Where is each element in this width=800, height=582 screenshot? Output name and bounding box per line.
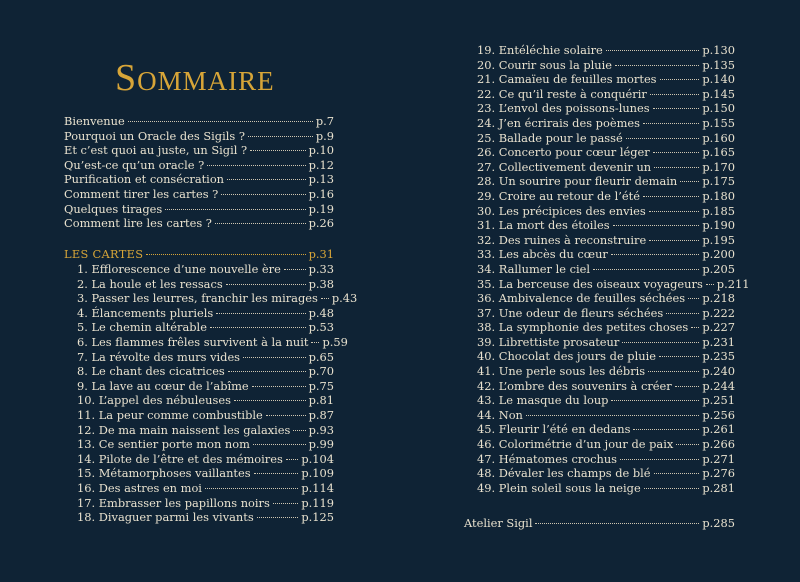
- toc-entry-page: p.140: [702, 72, 735, 87]
- toc-entry-page: p.12: [308, 157, 334, 172]
- toc-entry-title: 45. Fleurir l’été en dedans: [477, 422, 631, 437]
- dot-leader: [653, 152, 700, 153]
- toc-entry[interactable]: [477, 379, 735, 394]
- toc-entry-title: 22. Ce qu’il reste à conquérir: [477, 86, 647, 101]
- toc-entry-page: p.87: [308, 407, 334, 422]
- toc-entry-title: 47. Hématomes crochus: [477, 451, 618, 466]
- toc-entry-page: p.26: [308, 216, 334, 231]
- toc-entry-title: 15. Métamorphoses vaillantes: [77, 466, 251, 481]
- dot-leader: [626, 138, 700, 139]
- toc-entry-title: 18. Divaguer parmi les vivants: [77, 510, 254, 525]
- dot-leader: [593, 269, 699, 270]
- toc-entry-page: p.281: [702, 480, 735, 495]
- toc-entry-title: 25. Ballade pour le passé: [477, 130, 623, 145]
- toc-entry-page: p.231: [702, 334, 735, 349]
- toc-entry[interactable]: [64, 216, 334, 231]
- toc-entry-title: 34. Rallumer le ciel: [477, 261, 591, 276]
- toc-entry-page: p.70: [308, 364, 334, 379]
- toc-entry-page: p.244: [702, 378, 735, 393]
- toc-entry-title: 49. Plein soleil sous la neige: [477, 480, 641, 495]
- toc-entry-page: p.170: [702, 159, 735, 174]
- toc-entry[interactable]: [64, 143, 334, 158]
- dot-leader: [644, 488, 700, 489]
- toc-entry-page: p.119: [301, 495, 334, 510]
- atelier-entry-list: [464, 516, 735, 531]
- toc-entry-title: 46. Colorimétrie d’un jour de paix: [477, 437, 674, 452]
- toc-entry-page: p.33: [308, 262, 334, 276]
- toc-entry-page: p.271: [702, 451, 735, 466]
- dot-leader: [234, 400, 306, 401]
- toc-entry-title: 38. La symphonie des petites choses: [477, 320, 689, 335]
- toc-entry[interactable]: [77, 481, 334, 496]
- dot-leader: [706, 284, 714, 285]
- toc-entry[interactable]: [64, 202, 334, 217]
- toc-entry-title: 23. L’envol des poissons-lunes: [477, 101, 650, 116]
- toc-entry[interactable]: [77, 262, 334, 277]
- toc-entry[interactable]: [77, 466, 334, 481]
- toc-entry-title: 7. La révolte des murs vides: [77, 349, 241, 364]
- toc-entry[interactable]: [477, 233, 735, 248]
- toc-entry[interactable]: [477, 160, 735, 175]
- toc-entry[interactable]: [77, 306, 334, 321]
- toc-entry-title: 39. Librettiste prosateur: [477, 334, 620, 349]
- dot-leader: [653, 108, 700, 109]
- toc-entry-page: p.195: [702, 232, 735, 247]
- toc-entry-page: p.160: [702, 130, 735, 145]
- toc-entry-page: p.150: [702, 101, 735, 116]
- toc-entry-page: p.16: [308, 186, 334, 201]
- toc-entry[interactable]: [477, 247, 735, 262]
- intro-list: [64, 114, 334, 231]
- toc-entry-page: p.65: [308, 349, 334, 364]
- toc-entry-page: p.205: [702, 261, 735, 276]
- toc-entry-page: p.99: [308, 437, 334, 452]
- toc-entry-page: p.13: [308, 172, 334, 187]
- toc-entry-title: 29. Croire au retour de l’été: [477, 188, 640, 203]
- dot-leader: [649, 240, 699, 241]
- toc-entry-page: p.48: [308, 305, 334, 320]
- toc-entry[interactable]: [77, 452, 334, 467]
- dot-leader: [250, 150, 305, 151]
- toc-entry-title: 10. L’appel des nébuleuses: [77, 393, 231, 408]
- toc-entry[interactable]: [477, 364, 735, 379]
- toc-entry[interactable]: [477, 335, 735, 350]
- toc-entry[interactable]: [477, 87, 735, 102]
- dot-leader: [676, 444, 699, 445]
- dot-leader: [252, 386, 306, 387]
- toc-entry-title: 26. Concerto pour cœur léger: [477, 145, 650, 160]
- dot-leader: [215, 223, 306, 224]
- toc-entry[interactable]: [64, 114, 334, 129]
- toc-entry-page: p.276: [702, 466, 735, 481]
- dot-leader: [680, 181, 699, 182]
- dot-leader: [293, 430, 305, 431]
- toc-entry-page: p.10: [308, 143, 334, 158]
- toc-entry-page: p.93: [308, 422, 334, 437]
- toc-entry[interactable]: [77, 334, 348, 350]
- dot-leader: [535, 523, 699, 524]
- toc-entry[interactable]: [477, 481, 735, 496]
- toc-entry-title: 30. Les précipices des envies: [477, 203, 646, 218]
- dot-leader: [128, 121, 313, 122]
- toc-entry-title: 20. Courir sous la pluie: [477, 57, 613, 72]
- dot-leader: [257, 517, 299, 518]
- toc-entry[interactable]: [477, 204, 735, 219]
- toc-entry[interactable]: [477, 422, 735, 437]
- toc-entry-page: p.104: [301, 451, 334, 466]
- toc-entry-page: p.38: [308, 276, 334, 291]
- toc-entry-title: Et c’est quoi au juste, un Sigil ?: [64, 143, 248, 158]
- dot-leader: [675, 386, 700, 387]
- toc-entry-title: 42. L’ombre des souvenirs à créer: [477, 378, 672, 393]
- toc-entry-title: 43. Le masque du loup: [477, 393, 609, 408]
- toc-entry-title: 12. De ma main naissent les galaxies: [77, 422, 291, 437]
- dot-leader: [221, 194, 305, 195]
- toc-entry-title: 21. Camaïeu de feuilles mortes: [477, 72, 657, 87]
- toc-entry[interactable]: [77, 350, 334, 365]
- toc-entry[interactable]: [477, 145, 735, 160]
- toc-entry[interactable]: [477, 291, 735, 306]
- toc-entry[interactable]: [77, 393, 334, 408]
- toc-entry-page: p.200: [702, 247, 735, 262]
- dot-leader: [228, 371, 306, 372]
- dot-leader: [633, 429, 699, 430]
- dot-leader: [660, 79, 700, 80]
- toc-entry[interactable]: [64, 187, 334, 202]
- toc-entry[interactable]: [477, 218, 735, 233]
- toc-entry-page: p.125: [301, 510, 334, 525]
- dot-leader: [311, 342, 319, 343]
- toc-entry-title: 48. Dévaler les champs de blé: [477, 466, 651, 481]
- toc-entry-title: 3. Passer les leurres, franchir les mirages: [77, 291, 318, 306]
- toc-entry[interactable]: [477, 437, 735, 452]
- toc-entry-title: 32. Des ruines à reconstruire: [477, 232, 647, 247]
- dot-leader: [253, 444, 306, 445]
- toc-entry[interactable]: [477, 131, 735, 146]
- dot-leader: [266, 415, 306, 416]
- toc-entry-page: p.155: [702, 115, 735, 130]
- toc-entry[interactable]: [477, 189, 735, 204]
- toc-entry-title: 24. J’en écrirais des poèmes: [477, 115, 640, 130]
- toc-entry-title: 44. Non: [477, 407, 523, 422]
- toc-entry[interactable]: [77, 277, 334, 292]
- toc-entry-page: p.285: [702, 516, 735, 530]
- toc-entry[interactable]: [477, 349, 735, 364]
- dot-leader: [248, 136, 313, 137]
- toc-entry-page: p.130: [702, 43, 735, 57]
- toc-entry[interactable]: [477, 466, 735, 481]
- dot-leader: [606, 50, 700, 51]
- toc-entry-page: p.235: [702, 349, 735, 364]
- toc-entry-cartes[interactable]: [64, 247, 334, 262]
- toc-entry-title: Bienvenue: [64, 114, 125, 128]
- dot-leader: [688, 298, 699, 299]
- dot-leader: [649, 211, 700, 212]
- toc-entry-title: Purification et consécration: [64, 172, 225, 187]
- toc-entry-title: 31. La mort des étoiles: [477, 218, 610, 233]
- toc-entry-title: 36. Ambivalence de feuilles séchées: [477, 291, 686, 306]
- cartes-section-heading: [64, 247, 334, 262]
- page-title: Sommaire: [115, 57, 275, 99]
- toc-entry-page: p.266: [702, 437, 735, 452]
- toc-entry-title: 13. Ce sentier porte mon nom: [77, 437, 250, 452]
- dot-leader: [273, 503, 299, 504]
- toc-entry[interactable]: [77, 437, 334, 452]
- toc-entry-title: 27. Collectivement devenir un: [477, 159, 652, 174]
- dot-leader: [643, 196, 699, 197]
- toc-entry-title: 40. Chocolat des jours de pluie: [477, 349, 656, 364]
- toc-entry-title: 5. Le chemin altérable: [77, 320, 207, 335]
- toc-entry-title: 35. La berceuse des oiseaux voyageurs: [477, 276, 703, 291]
- toc-entry-page: p.145: [702, 86, 735, 101]
- dot-leader: [254, 473, 299, 474]
- toc-entry-title: 28. Un sourire pour fleurir demain: [477, 174, 678, 189]
- dot-leader: [321, 298, 329, 299]
- toc-entry[interactable]: [64, 158, 334, 173]
- toc-entry[interactable]: [77, 496, 334, 511]
- toc-entry[interactable]: [77, 364, 334, 379]
- dot-leader: [654, 167, 699, 168]
- toc-entry-page: p.190: [702, 218, 735, 233]
- right-page: [400, 0, 800, 582]
- toc-entry-title: 4. Élancements pluriels: [77, 305, 214, 320]
- toc-entry-page: p.75: [308, 378, 334, 393]
- toc-entry[interactable]: [477, 452, 735, 467]
- toc-entry-page: p.256: [702, 407, 735, 422]
- toc-entry-page: p.9: [315, 128, 334, 143]
- toc-entry-page: p.59: [322, 334, 348, 349]
- toc-entry-page: p.109: [301, 466, 334, 481]
- dot-leader: [165, 209, 305, 210]
- toc-entry-title: 2. La houle et les ressacs: [77, 276, 223, 291]
- dot-leader: [284, 269, 306, 270]
- toc-entry-page: p.165: [702, 145, 735, 160]
- dot-leader: [691, 327, 699, 328]
- toc-entry-page: p.7: [315, 114, 334, 128]
- dot-leader: [620, 459, 699, 460]
- toc-entry-title: Qu’est-ce qu’un oracle ?: [64, 157, 205, 172]
- dot-leader: [654, 473, 700, 474]
- dot-leader: [227, 179, 306, 180]
- toc-entry-title: 11. La peur comme combustible: [77, 407, 263, 422]
- cards-list-left: [77, 262, 358, 525]
- toc-entry[interactable]: [477, 276, 750, 292]
- toc-entry-title: Quelques tirages: [64, 201, 163, 216]
- dot-leader: [243, 357, 306, 358]
- dot-leader: [650, 94, 700, 95]
- toc-entry-title: 16. Des astres en moi: [77, 480, 202, 495]
- toc-entry[interactable]: [77, 379, 334, 394]
- dot-leader: [666, 313, 699, 314]
- toc-entry-page: p.19: [308, 201, 334, 216]
- dot-leader: [648, 371, 699, 372]
- toc-entry-title: 33. Les abcès du cœur: [477, 247, 608, 262]
- toc-entry-page: p.251: [702, 393, 735, 408]
- toc-entry-title: Comment tirer les cartes ?: [64, 186, 219, 201]
- toc-entry-page: p.180: [702, 188, 735, 203]
- toc-entry-page: p.81: [308, 393, 334, 408]
- dot-leader: [613, 225, 700, 226]
- toc-entry-title: LES CARTES: [64, 247, 144, 261]
- toc-entry-page: p.240: [702, 364, 735, 379]
- toc-entry[interactable]: [477, 58, 735, 73]
- toc-entry-title: 14. Pilote de l’être et des mémoires: [77, 451, 283, 466]
- dot-leader: [226, 284, 306, 285]
- toc-entry-title: 1. Efflorescence d’une nouvelle ère: [77, 262, 281, 276]
- toc-entry-atelier[interactable]: [464, 516, 735, 531]
- toc-entry-title: 6. Les flammes frêles survivent à la nuit: [77, 334, 309, 349]
- toc-entry-page: p.43: [331, 291, 358, 306]
- toc-entry[interactable]: [477, 262, 735, 277]
- toc-entry[interactable]: [477, 393, 735, 408]
- toc-entry-page: p.114: [301, 480, 334, 495]
- toc-entry[interactable]: [477, 174, 735, 189]
- toc-entry-page: p.227: [702, 320, 735, 335]
- dot-leader: [622, 342, 699, 343]
- toc-entry[interactable]: [477, 116, 735, 131]
- toc-entry[interactable]: [477, 320, 735, 335]
- toc-entry[interactable]: [77, 320, 334, 335]
- toc-entry-page: p.218: [702, 291, 735, 306]
- dot-leader: [526, 415, 699, 416]
- toc-entry-title: Pourquoi un Oracle des Sigils ?: [64, 128, 245, 143]
- dot-leader: [615, 65, 699, 66]
- toc-entry-title: 8. Le chant des cicatrices: [77, 364, 225, 379]
- dot-leader: [207, 165, 305, 166]
- toc-entry[interactable]: [477, 72, 735, 87]
- dot-leader: [643, 123, 699, 124]
- toc-entry-page: p.222: [702, 305, 735, 320]
- toc-entry-title: 17. Embrasser les papillons noirs: [77, 495, 270, 510]
- toc-entry[interactable]: [77, 423, 334, 438]
- dot-leader: [659, 356, 699, 357]
- toc-entry-page: p.261: [702, 422, 735, 437]
- toc-entry-title: 37. Une odeur de fleurs séchées: [477, 305, 664, 320]
- dot-leader: [611, 400, 699, 401]
- toc-entry-title: 9. La lave au cœur de l’abîme: [77, 378, 249, 393]
- toc-entry[interactable]: [77, 510, 334, 525]
- dot-leader: [210, 327, 306, 328]
- dot-leader: [216, 313, 305, 314]
- toc-entry[interactable]: [64, 172, 334, 187]
- dot-leader: [205, 488, 298, 489]
- toc-entry-page: p.31: [308, 247, 334, 261]
- toc-entry-page: p.211: [716, 276, 750, 291]
- toc-entry-title: 19. Entéléchie solaire: [477, 43, 603, 57]
- toc-entry-page: p.53: [308, 320, 334, 335]
- toc-entry-title: Atelier Sigil: [464, 516, 533, 530]
- toc-entry-page: p.135: [702, 57, 735, 72]
- dot-leader: [286, 459, 299, 460]
- toc-entry[interactable]: [77, 291, 358, 306]
- toc-entry[interactable]: [64, 129, 334, 144]
- toc-entry-page: p.185: [702, 203, 735, 218]
- toc-entry-page: p.175: [702, 174, 735, 189]
- dot-leader: [146, 254, 305, 255]
- toc-entry[interactable]: [77, 408, 334, 423]
- toc-entry[interactable]: [477, 101, 735, 116]
- toc-entry-title: Comment lire les cartes ?: [64, 216, 212, 231]
- toc-entry-title: 41. Une perle sous les débris: [477, 364, 646, 379]
- cards-list-right: [477, 43, 750, 495]
- toc-entry[interactable]: [477, 306, 735, 321]
- dot-leader: [611, 254, 699, 255]
- toc-entry[interactable]: [477, 408, 735, 423]
- toc-entry[interactable]: [477, 43, 735, 58]
